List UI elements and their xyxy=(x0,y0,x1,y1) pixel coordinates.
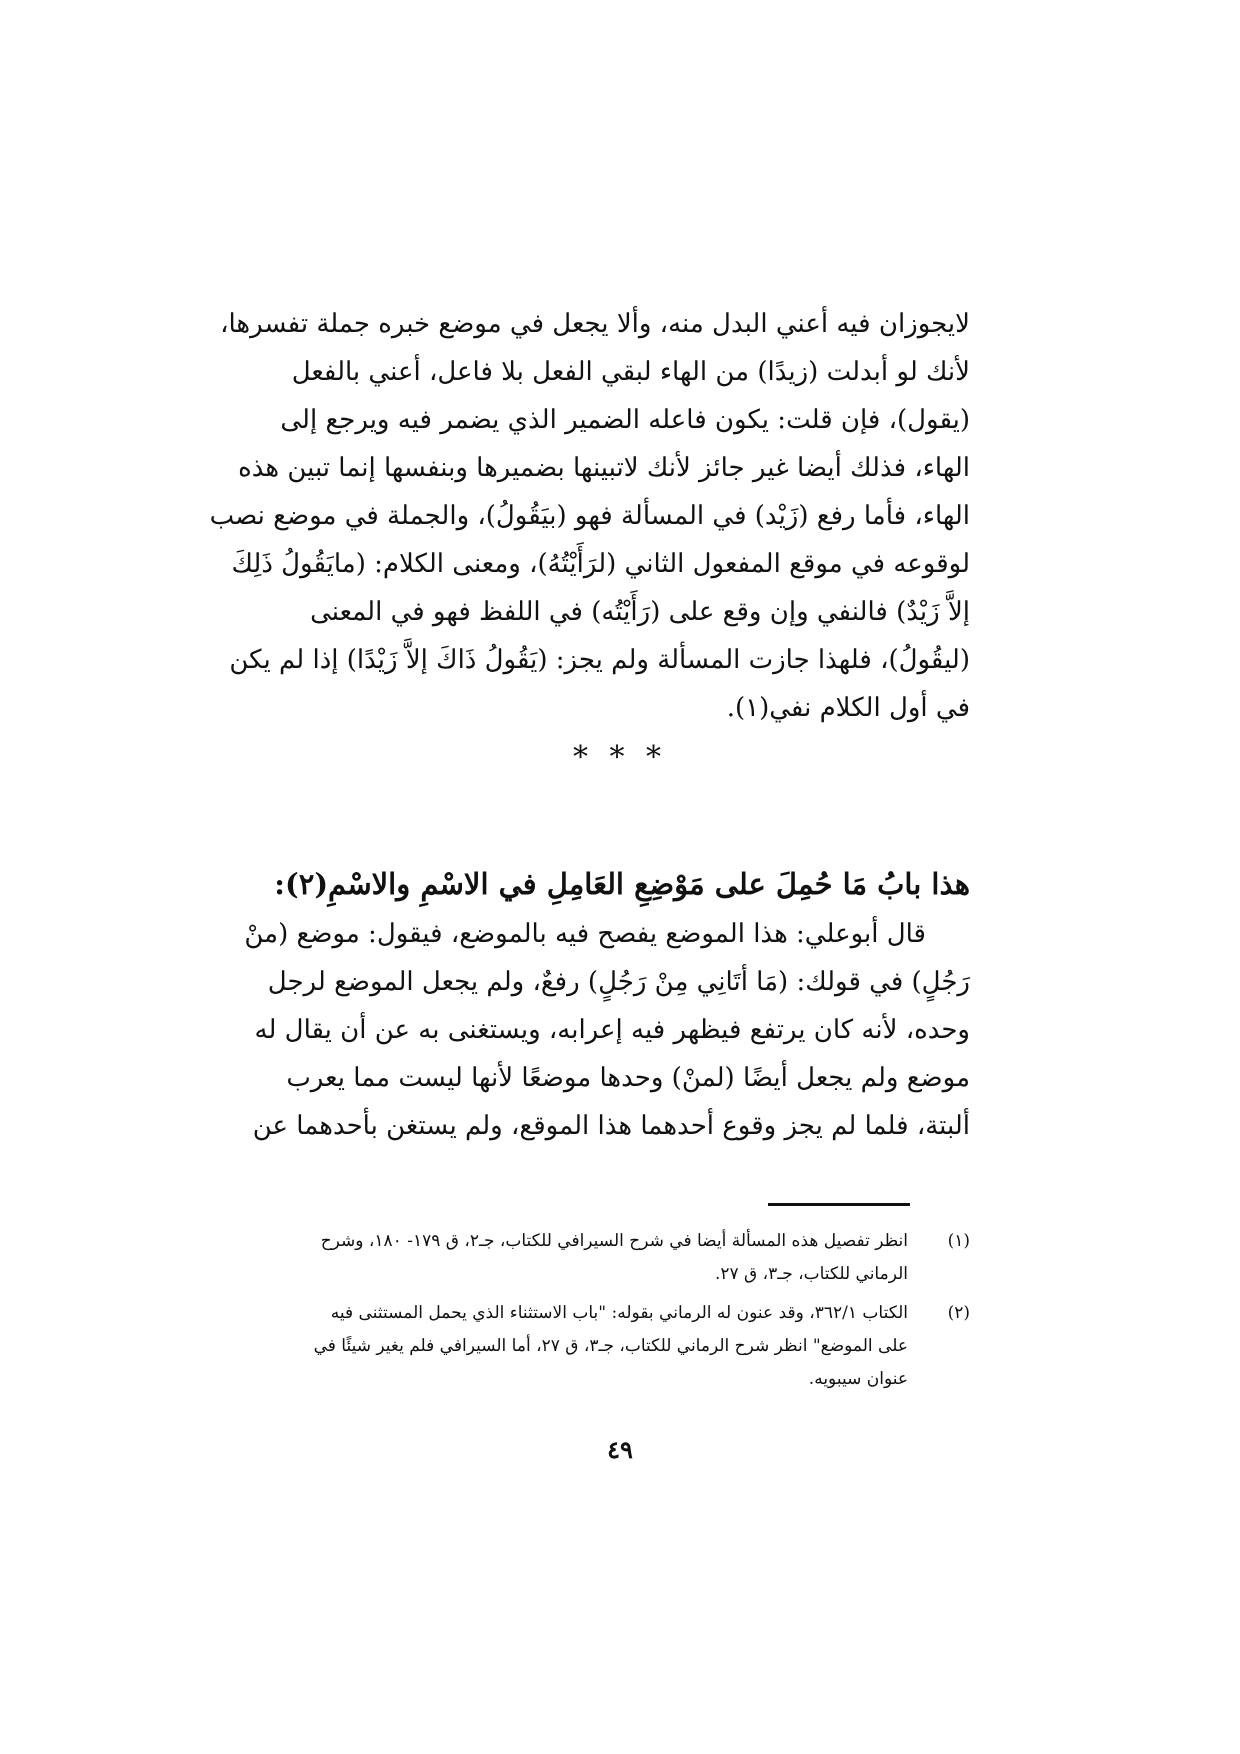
footnote-text xyxy=(262,1297,908,1396)
text-line: الهاء، فأما رفع (زَيْد) في المسألة فهو (بيَقُولُ)، والجملة في موضع نصب xyxy=(209,501,970,531)
text-line: في أول الكلام نفي(١). xyxy=(726,693,970,723)
text-line: وحده، لأنه كان يرتفع فيظهر فيه إعرابه، ويستغنى به عن أن يقال له xyxy=(254,1015,970,1045)
footnote-line: انظر تفصيل هذه المسألة أيضا في شرح السيرافي للكتاب، جـ٢، ق ١٧٩- ١٨٠، وشرح xyxy=(320,1231,908,1251)
text-line: إلاَّ زَيْدٌ) فالنفي وإن وقع على (رَأَيْتُه) في اللفظ فهو في المعنى xyxy=(310,597,970,627)
text-line: (يقول)، فإن قلت: يكون فاعله الضمير الذي يضمر فيه ويرجع إلى xyxy=(280,405,970,435)
footnote-number: (١) xyxy=(947,1231,970,1251)
footnote-divider xyxy=(768,1203,910,1206)
text-line: موضع ولم يجعل أيضًا (لمنْ) وحدها موضعًا لأنها ليست مما يعرب xyxy=(286,1063,970,1093)
text-line: رَجُلٍ) في قولك: (مَا أتَانِي مِنْ رَجُلٍ) رفعٌ، ولم يجعل الموضع لرجل xyxy=(267,967,970,997)
text-line: لوقوعه في موقع المفعول الثاني (لرَأَيْتُهُ)، ومعنى الكلام: (مايَقُولُ ذَلِكَ xyxy=(231,549,970,579)
text-line: لأنك لو أبدلت (زيدًا) من الهاء لبقي الفعل بلا فاعل، أعني بالفعل xyxy=(291,357,970,387)
footnote-number: (٢) xyxy=(947,1303,970,1323)
paragraph-2 xyxy=(244,910,970,1150)
footnote-line: على الموضع" انظر شرح الرماني للكتاب، جـ٣، ق ٢٧، أما السيرافي فلم يغير شيئًا في xyxy=(313,1336,908,1356)
footnote-2 xyxy=(262,1297,970,1396)
footnote-line: الكتاب ٣٦٢/١، وقد عنون له الرماني بقوله: "باب الاستثناء الذي يحمل المستثنى فيه xyxy=(330,1303,908,1323)
page-number: ٤٩ xyxy=(607,1435,633,1464)
paragraph-1 xyxy=(209,300,970,732)
text-line: الهاء، فذلك أيضا غير جائز لأنك لاتبينها بضميرها وبنفسها إنما تبين هذه xyxy=(238,453,970,483)
footnote-1 xyxy=(262,1225,970,1291)
footnote-text xyxy=(262,1225,908,1291)
section-separator: * * * xyxy=(572,740,668,775)
text-line: ألبتة، فلما لم يجز وقوع أحدهما هذا الموقع، ولم يستغن بأحدهما عن xyxy=(252,1111,970,1141)
text-line: (ليقُولُ)، فلهذا جازت المسألة ولم يجز: (يَقُولُ ذَاكَ إلاَّ زَيْدًا) إذا لم يكن xyxy=(229,645,970,675)
footnote-line: عنوان سيبويه. xyxy=(808,1369,908,1389)
footnote-line: الرماني للكتاب، جـ٣، ق ٢٧. xyxy=(714,1264,908,1284)
section-heading: هذا بابُ مَا حُمِلَ على مَوْضِعِ العَامِلِ في الاسْمِ والاسْمِ(٢): xyxy=(274,867,970,901)
text-line: لايجوزان فيه أعني البدل منه، وألا يجعل في موضع خبره جملة تفسرها، xyxy=(220,309,970,339)
text-line: قال أبوعلي: هذا الموضع يفصح فيه بالموضع، فيقول: موضع (منْ xyxy=(244,919,926,949)
